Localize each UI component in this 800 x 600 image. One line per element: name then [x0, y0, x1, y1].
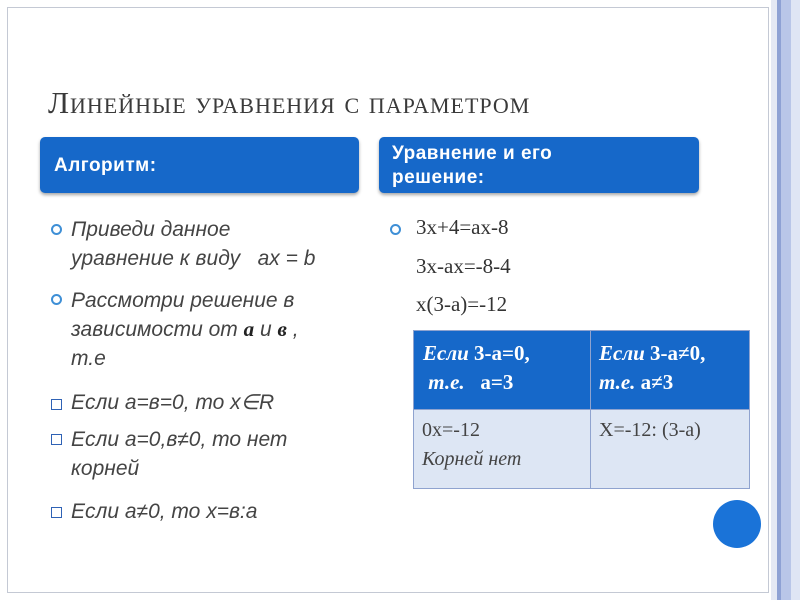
- right-border-stripe: [781, 0, 791, 600]
- equation-header: [379, 137, 699, 193]
- step-1-line1: Приведи данное: [71, 218, 231, 241]
- case-1: [71, 388, 274, 417]
- algorithm-step-1: [71, 215, 315, 273]
- param-a: а: [243, 317, 255, 341]
- algorithm-header: [40, 137, 359, 193]
- square-bullet-icon: [51, 507, 62, 518]
- form-ax-b: ax = b: [257, 247, 316, 270]
- case-2-line1: Если а=0,в≠0, то нет: [71, 428, 288, 451]
- slide-title: Линейные уравнения с параметром: [48, 85, 531, 120]
- equation-header-line1: Уравнение и его: [392, 143, 553, 164]
- table-cell: 0x=-12 Корней нет: [414, 410, 591, 489]
- case-2-line2: корней: [71, 457, 140, 480]
- step-2-line3: т.е: [71, 347, 106, 370]
- equation-line-1: 3x+4=ax-8: [416, 215, 509, 239]
- case-1-text: Если а=в=0, то х∈R: [71, 391, 275, 414]
- square-bullet-icon: [51, 399, 62, 410]
- step-1-line2: уравнение к виду ax = b: [71, 247, 316, 270]
- table-row: [414, 331, 750, 410]
- table-row: [414, 410, 750, 489]
- table-header-cell: Если 3-a=0, т.е. a=3: [414, 331, 591, 410]
- step-2-line2: зависимости от а и в ,: [71, 317, 299, 341]
- equation-header-line2: решение:: [392, 167, 485, 188]
- square-bullet-icon: [51, 434, 62, 445]
- circle-bullet-icon: [51, 294, 62, 305]
- circle-bullet-icon: [390, 224, 401, 235]
- param-b: в: [277, 317, 287, 341]
- right-border-stripe: [791, 0, 800, 600]
- step-2-line1: Рассмотри решение в: [71, 289, 295, 312]
- equation-line-2: 3x-ax=-8-4: [416, 254, 511, 278]
- case-3: [71, 497, 257, 526]
- algorithm-header-label: Алгоритм:: [54, 155, 157, 176]
- cases-table: [413, 330, 750, 489]
- decorative-circle: [713, 500, 761, 548]
- case-2: [71, 425, 287, 483]
- equation-line-3: x(3-a)=-12: [416, 292, 508, 316]
- table-cell: X=-12: (3-a): [591, 410, 750, 489]
- algorithm-step-2: [71, 286, 299, 373]
- table-header-cell: Если 3-a≠0, т.е. a≠3: [591, 331, 750, 410]
- case-3-text: Если а≠0, то х=в:а: [71, 500, 258, 523]
- circle-bullet-icon: [51, 224, 62, 235]
